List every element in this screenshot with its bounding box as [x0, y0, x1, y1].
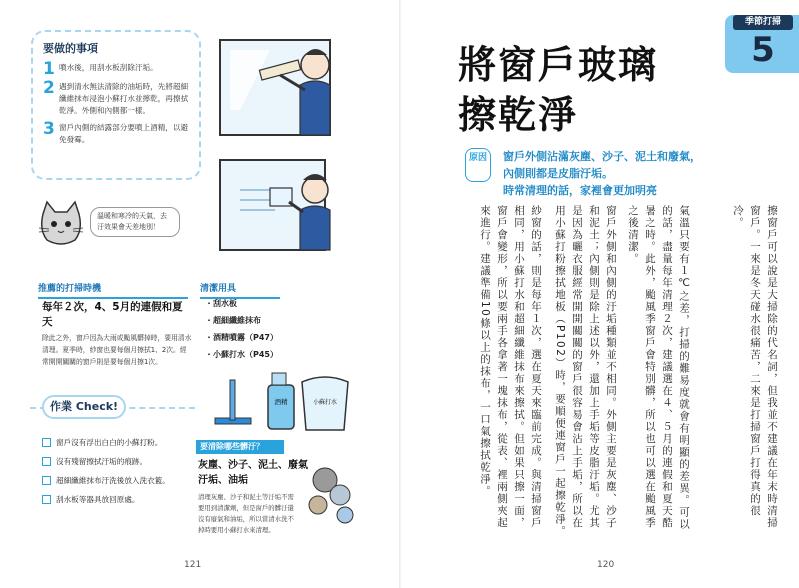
- cat-mascot-icon: [35, 200, 87, 248]
- tools-list: [205, 295, 278, 363]
- checklist-item[interactable]: [42, 494, 195, 505]
- dirt-types-body: 清理灰塵、沙子和泥土等汙垢不需要用到清潔劑，但是窗戶的髒汙還沒有廢氣和油垢，所以當清水洗不掉時要用小蘇打水來清理。: [198, 493, 294, 534]
- checklist-text: 超細纖維抹布汙洗後放入洗衣籃。: [56, 476, 170, 485]
- cause-line: 窗戶外側沾滿灰塵、沙子、泥土和廢氣，: [503, 150, 701, 163]
- checklist-text: 窗戶沒有浮出白白的小蘇打粉。: [56, 438, 163, 447]
- section-tab-label: 季節打掃: [733, 15, 793, 30]
- tool-item: ・小蘇打水（P45）: [205, 350, 278, 359]
- spray-label: 酒精: [274, 398, 288, 406]
- todo-title: 要做的事項: [43, 42, 98, 55]
- todo-step: [43, 59, 189, 79]
- body-column: 氣溫只要有１℃之差，打掃的難易度就會有明顯的差異。可以的話，盡量每年清理２次，建議選在４、５月的連假和夏天酷暑之時。此外，颱風季窗戶會特別髒，所以也可以選在颱風季之後清潔。: [627, 205, 690, 531]
- body-column: 紗窗的話，則是每年１次，選在夏天來臨前完成。與清掃窗戶相同，用小蘇打水和超細纖維抹布來擦拭。但如果只擦一面，窗戶會變形，所以要兩手各拿著一塊抹布，從表、裡兩側夾起來進行。建議準備10條以上的抹布，一口氣擦拭乾淨。: [479, 205, 542, 529]
- checkbox-icon[interactable]: [42, 457, 51, 466]
- todo-step: [43, 119, 189, 146]
- todo-box: [31, 30, 201, 180]
- tools-heading: 清潔用具: [200, 281, 280, 299]
- cause-line: 時常清理的話，家裡會更加明亮: [503, 184, 657, 197]
- tool-item: ・刮水板: [205, 299, 237, 308]
- recommend-heading: 推薦的打掃時機: [38, 281, 188, 299]
- page-number-left: 121: [184, 560, 202, 570]
- recommend-highlight: 每年２次，4、5月的連假和夏天: [42, 301, 183, 328]
- checkbox-icon[interactable]: [42, 438, 51, 447]
- step-text: 遇到清水無法清除的油垢時，先將超細纖維抹布浸泡小蘇打水並擰乾，再擦拭乾淨。外側和內側都一樣。: [59, 82, 189, 115]
- checklist-item[interactable]: [42, 456, 195, 467]
- page-number-right: 120: [597, 560, 615, 570]
- window-wiping-illustration: [215, 150, 335, 255]
- checklist-item[interactable]: [42, 437, 195, 448]
- checklist-item[interactable]: [42, 475, 195, 486]
- page-title: [458, 40, 658, 140]
- tool-item: ・酒精噴霧（P47）: [205, 333, 278, 342]
- step-text: 窗戶內側的結露部分要噴上酒精，以避免發霉。: [59, 123, 189, 144]
- step-number: 1: [43, 59, 55, 79]
- section-tab-number: 5: [751, 30, 775, 70]
- bucket-label: 小蘇打水: [312, 399, 338, 406]
- tool-item: ・超細纖維抹布: [205, 316, 261, 325]
- dirt-types-highlight: 灰塵、沙子、泥土、廢氣汙垢、油垢: [198, 460, 308, 486]
- body-column: 窗戶外側和內側的汙垢種類並不相同。外側主要是灰塵、沙子和泥土；內側則是除上述以外，還加上手垢等皮脂汙垢。尤其是因為曬衣服經常開開關關的窗戶很容易會沾上手垢，所以在用小蘇打粉擦拭地板（P102）時，要順便連窗戶一起擦乾淨。: [554, 205, 617, 538]
- speech-bubble: 溫暖和寒冷的天氣，去汙效果會天差地別！: [90, 207, 180, 237]
- dirt-types-heading: 要清除哪些髒汙？: [196, 440, 284, 454]
- body-column: 擦窗戶可以說是大掃除的代名詞，但我並不建議在年末時清掃窗戶。一來是冬天碰水很痛苦，二來是打掃窗戶打得真的很冷。: [732, 205, 778, 529]
- title-line: 擦乾淨: [458, 93, 579, 137]
- cause-badge: 原因: [465, 148, 491, 182]
- checklist-card: [30, 400, 195, 537]
- step-number: 3: [43, 119, 55, 139]
- cause-line: 內側則都是皮脂汙垢。: [503, 167, 613, 180]
- step-text: 噴水後，用刮水板刮除汙垢。: [59, 63, 158, 72]
- checklist-text: 沒有殘留擦拭汙垢的痕跡。: [56, 457, 148, 466]
- title-line: 將窗戶玻璃: [458, 43, 659, 87]
- page-gutter: [399, 0, 401, 588]
- recommend-body: 除此之外，窗戶因為大雨或颱風髒掉時，要用清水清理。夏季時，紗窗也要每個月擦拭1、2次。經常開開關關的窗戶則是要每個月擦1次。: [42, 334, 192, 366]
- cleaning-tools-illustration: [210, 370, 350, 432]
- todo-step: [43, 78, 189, 117]
- window-squeegee-illustration: [210, 30, 340, 140]
- checkbox-icon[interactable]: [42, 476, 51, 485]
- checklist-text: 刮水板等器具放回原處。: [56, 495, 140, 504]
- checkbox-icon[interactable]: [42, 495, 51, 504]
- step-number: 2: [43, 78, 55, 98]
- checklist-title: 作業 Check!: [42, 395, 126, 419]
- dust-clouds-illustration: [300, 460, 370, 530]
